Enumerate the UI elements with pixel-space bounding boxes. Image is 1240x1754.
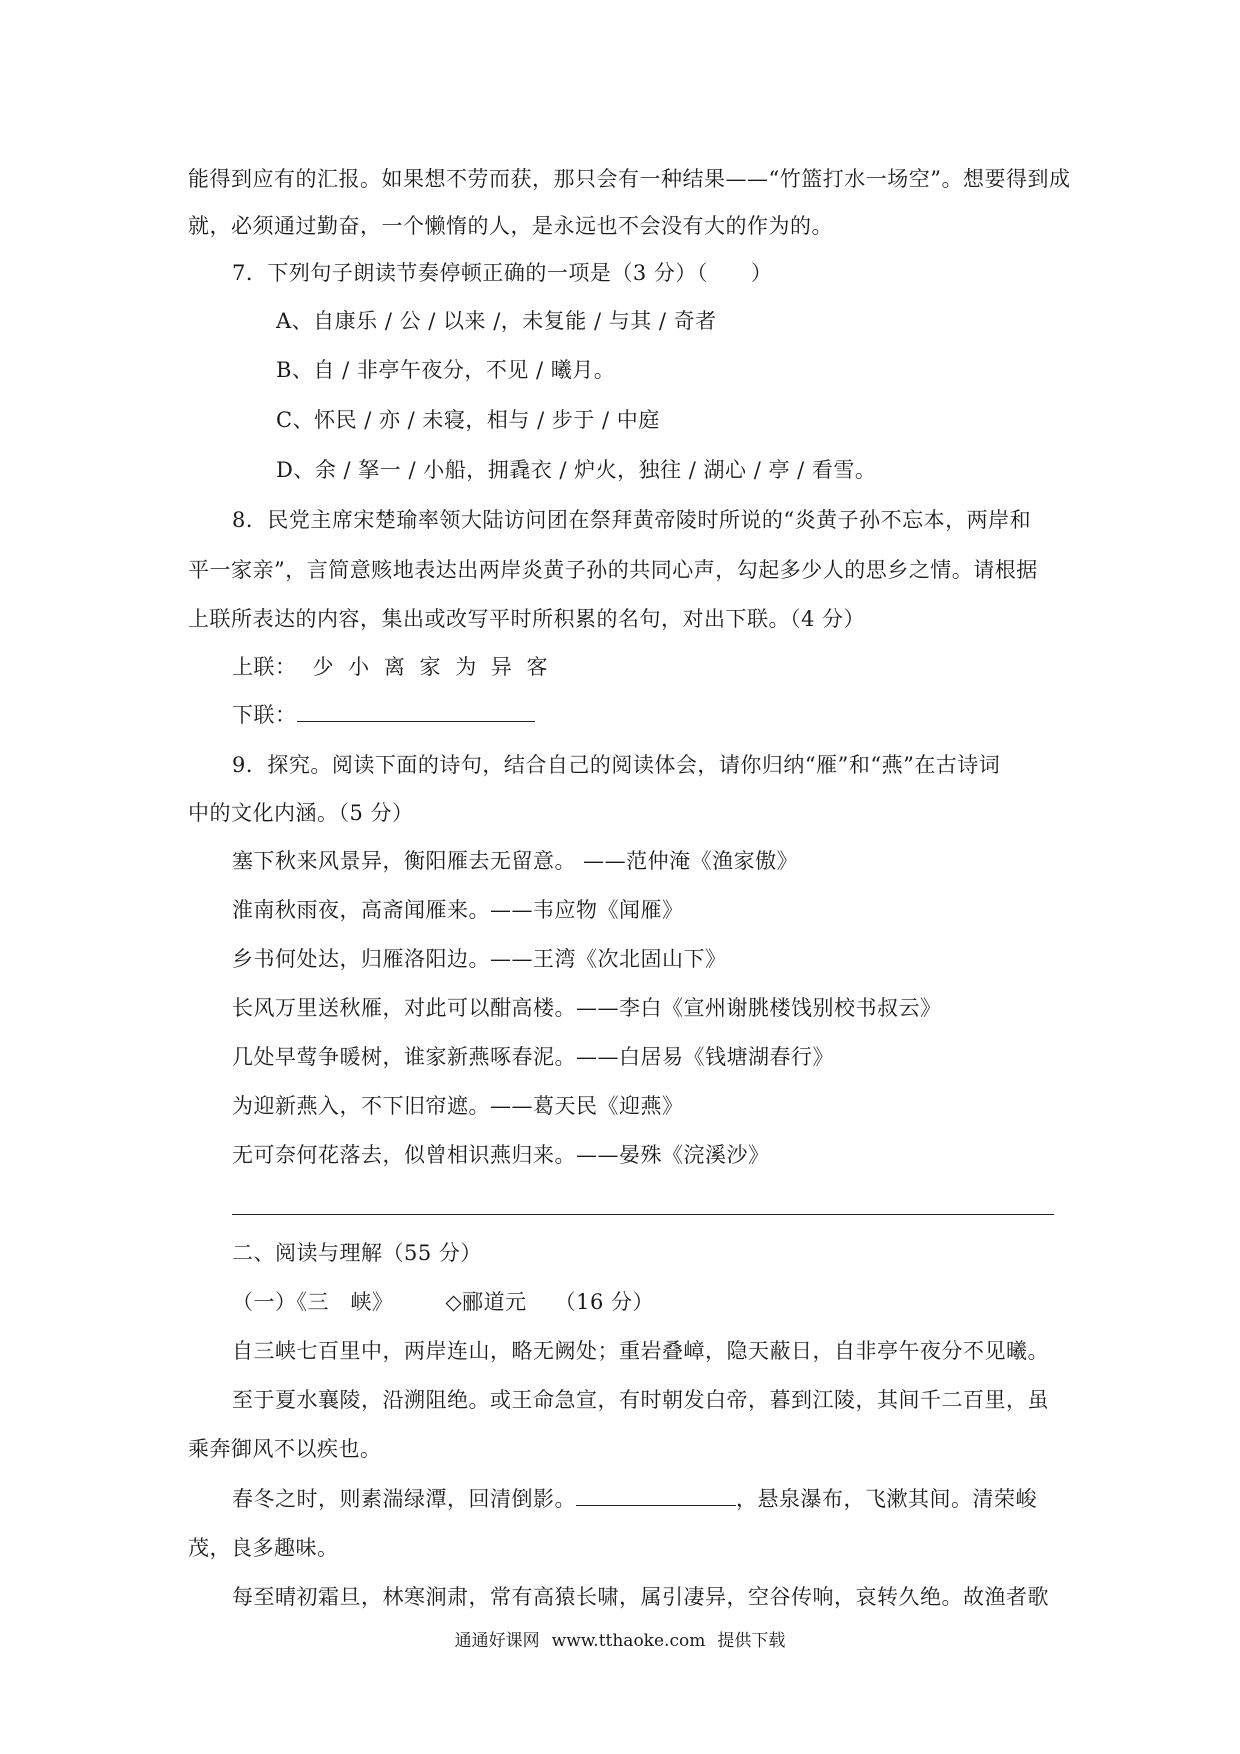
couplet-upper-label: 上联： [232, 655, 297, 679]
couplet-upper-text: 少 小 离 家 为 异 客 [312, 655, 552, 679]
passage-score: （16 分） [554, 1290, 655, 1314]
poem-line: 几处早莺争暖树，谁家新燕啄春泥。——白居易《钱塘湖春行》 [232, 1045, 834, 1069]
poem-line: 无可奈何花落去，似曾相识燕归来。——晏殊《浣溪沙》 [232, 1143, 770, 1167]
footer-url[interactable]: www.tthaoke.com [551, 1631, 706, 1651]
poem-line: 淮南秋雨夜，高斋闻雁来。——韦应物《闻雁》 [232, 898, 684, 922]
question-9: 9．探究。阅读下面的诗句，结合自己的阅读体会，请你归纳“雁”和“燕”在古诗词 [232, 753, 1001, 777]
poem-line: 塞下秋来风景异，衡阳雁去无留意。 ——范仲淹《渔家傲》 [232, 849, 799, 873]
passage-text: ，悬泉瀑布，飞漱其间。清荣峻 [736, 1487, 1037, 1511]
footer-suffix: 提供下载 [717, 1631, 786, 1651]
text-line: 上联所表达的内容，集出或改写平时所积累的名句，对出下联。（4 分） [188, 607, 866, 631]
text-line: 就，必须通过勤奋，一个懒惰的人，是永远也不会没有大的作为的。 [188, 214, 833, 238]
footer-site-name: 通通好课网 [454, 1631, 540, 1651]
passage-line: 自三峡七百里中，两岸连山，略无阙处；重岩叠嶂，隐天蔽日，自非亭午夜分不见曦。 [232, 1339, 1049, 1363]
poem-line: 为迎新燕入，不下旧帘遮。——葛天民《迎燕》 [232, 1094, 684, 1118]
couplet-upper [232, 652, 552, 682]
couplet-lower-label: 下联： [232, 703, 297, 727]
option-b: B、自 / 非亭午夜分，不见 / 曦月。 [276, 358, 616, 382]
option-d: D、余 / 拏一 / 小船，拥毳衣 / 炉火，独往 / 湖心 / 亭 / 看雪。 [276, 458, 877, 482]
passage-text: 春冬之时，则素湍绿潭，回清倒影。 [232, 1487, 576, 1511]
passage-author: ◇郦道元 [445, 1290, 527, 1314]
text-line: 中的文化内涵。（5 分） [188, 801, 414, 825]
text-line: 平一家亲”，言简意赅地表达出两岸炎黄子孙的共同心声，勾起多少人的思乡之情。请根据 [188, 558, 1038, 582]
passage-line: 茂，良多趣味。 [188, 1536, 339, 1560]
section-divider [232, 1214, 1054, 1215]
poem-line: 长风万里送秋雁，对此可以酣高楼。——李白《宣州谢朓楼饯别校书叔云》 [232, 996, 942, 1020]
option-c: C、怀民 / 亦 / 未寝，相与 / 步于 / 中庭 [276, 408, 660, 432]
fill-in-blank[interactable] [576, 1485, 736, 1506]
question-7: 7．下列句子朗读节奏停顿正确的一项是（3 分）（ ） [232, 261, 773, 285]
passage-line: 乘奔御风不以疾也。 [188, 1437, 382, 1461]
passage-heading [232, 1287, 654, 1317]
passage-title: （一）《三 峡》 [232, 1290, 394, 1314]
question-8: 8．民党主席宋楚瑜率领大陆访问团在祭拜黄帝陵时所说的“炎黄子孙不忘本，两岸和 [232, 508, 1032, 532]
text-line: 能得到应有的汇报。如果想不劳而获，那只会有一种结果——“竹篮打水一场空”。想要得到成 [188, 167, 1071, 191]
poem-line: 乡书何处达，归雁洛阳边。——王湾《次北固山下》 [232, 947, 727, 971]
passage-line: 至于夏水襄陵，沿溯阻绝。或王命急宣，有时朝发白帝，暮到江陵，其间千二百里，虽 [232, 1388, 1049, 1412]
passage-line [232, 1484, 1037, 1514]
page-footer [0, 1629, 1240, 1653]
section-heading: 二、阅读与理解（55 分） [232, 1241, 482, 1265]
couplet-lower [232, 700, 535, 730]
option-a: A、自康乐 / 公 / 以来 /，未复能 / 与其 / 奇者 [276, 309, 717, 333]
passage-line: 每至晴初霜旦，林寒涧肃，常有高猿长啸，属引凄异，空谷传响，哀转久绝。故渔者歌 [232, 1585, 1049, 1609]
answer-blank[interactable] [297, 701, 535, 722]
